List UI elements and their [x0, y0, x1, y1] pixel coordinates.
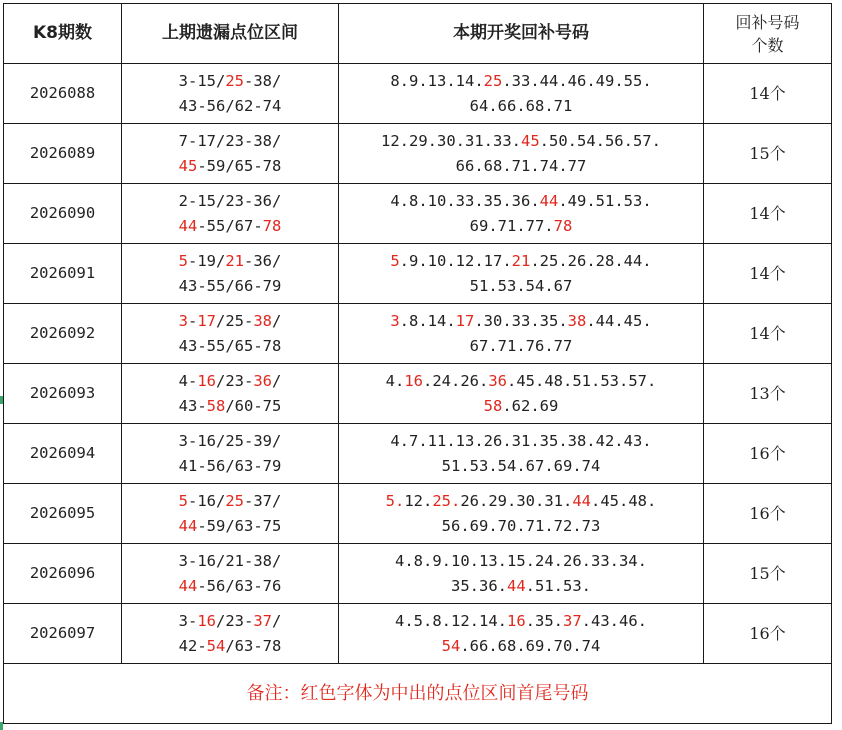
- text-segment: 4.8.9.10.13.15.24.26.33.34.: [395, 551, 647, 570]
- numbers-line: [339, 154, 703, 179]
- header-prev-ranges[interactable]: 上期遗漏点位区间: [122, 4, 339, 64]
- numbers-line: [339, 369, 703, 394]
- text-segment: 4.: [385, 371, 405, 390]
- text-segment: 42-: [178, 636, 207, 655]
- text-segment: -56/63-76: [197, 576, 282, 595]
- text-segment: 4.8.10.33.35.36.: [390, 191, 540, 210]
- highlighted-number: 37: [562, 611, 582, 630]
- ranges-cell[interactable]: [122, 124, 339, 184]
- text-segment: .25.26.28.44.: [530, 251, 652, 270]
- issue-cell[interactable]: 2026090: [4, 184, 122, 244]
- text-segment: /25-: [216, 311, 254, 330]
- sheet-edge-marker: [0, 722, 3, 730]
- numbers-line: [339, 129, 703, 154]
- text-segment: 4.5.8.12.14.: [395, 611, 507, 630]
- ranges-line: [122, 574, 338, 599]
- numbers-line: [339, 309, 703, 334]
- text-segment: 2-15/23-36/: [178, 191, 282, 210]
- issue-cell[interactable]: 2026089: [4, 124, 122, 184]
- highlighted-number: 58: [206, 396, 226, 415]
- ranges-line: [122, 334, 338, 359]
- count-cell[interactable]: 16个: [704, 604, 832, 664]
- highlighted-number: 44: [178, 216, 198, 235]
- issue-cell[interactable]: 2026095: [4, 484, 122, 544]
- highlighted-number: 25: [483, 71, 503, 90]
- numbers-line: [339, 549, 703, 574]
- highlighted-number: 25.: [432, 491, 461, 510]
- numbers-cell[interactable]: [339, 604, 704, 664]
- numbers-cell[interactable]: [339, 484, 704, 544]
- table-row: [4, 484, 832, 544]
- ranges-cell[interactable]: [122, 244, 339, 304]
- numbers-cell[interactable]: [339, 124, 704, 184]
- ranges-cell[interactable]: [122, 184, 339, 244]
- text-segment: 41-56/63-79: [178, 456, 282, 475]
- highlighted-number: 21: [511, 251, 531, 270]
- text-segment: 43-56/62-74: [178, 96, 282, 115]
- text-segment: .9.10.12.17.: [399, 251, 512, 270]
- highlighted-number: 78: [262, 216, 282, 235]
- text-segment: .45.48.51.53.57.: [507, 371, 657, 390]
- count-cell[interactable]: 14个: [704, 184, 832, 244]
- numbers-cell[interactable]: [339, 424, 704, 484]
- highlighted-number: 36: [253, 371, 272, 390]
- text-segment: 35.36.: [451, 576, 507, 595]
- highlighted-number: 38: [253, 311, 272, 330]
- highlighted-number: 44: [507, 576, 526, 595]
- ranges-cell[interactable]: [122, 304, 339, 364]
- numbers-cell[interactable]: [339, 364, 704, 424]
- text-segment: 3-16/25-39/: [178, 431, 282, 450]
- highlighted-number: 45: [520, 131, 540, 150]
- footnote-row: [4, 664, 832, 724]
- ranges-line: [122, 549, 338, 574]
- count-cell[interactable]: 15个: [704, 124, 832, 184]
- highlighted-number: 5: [178, 491, 188, 510]
- issue-cell[interactable]: 2026091: [4, 244, 122, 304]
- header-issue[interactable]: K8期数: [4, 4, 122, 64]
- ranges-line: [122, 94, 338, 119]
- issue-cell[interactable]: 2026092: [4, 304, 122, 364]
- highlighted-number: 44: [539, 191, 559, 210]
- count-cell[interactable]: 14个: [704, 244, 832, 304]
- table-row: [4, 304, 832, 364]
- count-cell[interactable]: 16个: [704, 424, 832, 484]
- highlighted-number: 37: [253, 611, 272, 630]
- table-row: [4, 244, 832, 304]
- highlighted-number: 44: [572, 491, 591, 510]
- table-row: [4, 424, 832, 484]
- numbers-line: [339, 274, 703, 299]
- text-segment: .33.44.46.49.55.: [502, 71, 652, 90]
- text-segment: 12.: [404, 491, 433, 510]
- text-segment: .66.68.69.70.74: [460, 636, 601, 655]
- ranges-line: [122, 274, 338, 299]
- issue-cell[interactable]: 2026093: [4, 364, 122, 424]
- ranges-cell[interactable]: [122, 364, 339, 424]
- table-row: [4, 64, 832, 124]
- highlighted-number: 25: [225, 71, 244, 90]
- numbers-line: [339, 514, 703, 539]
- text-segment: /63-78: [225, 636, 282, 655]
- numbers-cell[interactable]: [339, 304, 704, 364]
- table-row: [4, 124, 832, 184]
- numbers-line: [339, 574, 703, 599]
- text-segment: 56.69.70.71.72.73: [441, 516, 601, 535]
- text-segment: .62.69: [502, 396, 559, 415]
- ranges-line: [122, 249, 338, 274]
- highlighted-number: 45: [178, 156, 198, 175]
- text-segment: .24.26.: [423, 371, 489, 390]
- table-row: [4, 184, 832, 244]
- count-cell[interactable]: 15个: [704, 544, 832, 604]
- count-cell[interactable]: 14个: [704, 64, 832, 124]
- highlighted-number: 58: [483, 396, 503, 415]
- numbers-line: [339, 249, 703, 274]
- text-segment: 43-55/66-79: [178, 276, 282, 295]
- header-count-line1: 回补号码: [735, 12, 800, 32]
- numbers-line: [339, 394, 703, 419]
- text-segment: 26.29.30.31.: [460, 491, 573, 510]
- text-segment: 3-16/21-38/: [178, 551, 282, 570]
- count-cell[interactable]: 16个: [704, 484, 832, 544]
- issue-cell[interactable]: 2026096: [4, 544, 122, 604]
- text-segment: -37/: [244, 491, 282, 510]
- numbers-line: [339, 429, 703, 454]
- table-row: [4, 364, 832, 424]
- table-row: [4, 604, 832, 664]
- ranges-cell[interactable]: [122, 64, 339, 124]
- highlighted-number: 16: [506, 611, 526, 630]
- ranges-line: [122, 189, 338, 214]
- header-count-line2: 个数: [751, 35, 784, 55]
- text-segment: /: [272, 311, 282, 330]
- ranges-line: [122, 514, 338, 539]
- numbers-cell[interactable]: [339, 64, 704, 124]
- text-segment: 7-17/23-38/: [178, 131, 282, 150]
- highlighted-number: 3: [390, 311, 400, 330]
- ranges-line: [122, 214, 338, 239]
- numbers-cell[interactable]: [339, 184, 704, 244]
- numbers-cell[interactable]: [339, 544, 704, 604]
- ranges-line: [122, 489, 338, 514]
- text-segment: -59/65-78: [197, 156, 282, 175]
- numbers-cell[interactable]: [339, 244, 704, 304]
- lottery-table: [3, 3, 832, 724]
- text-segment: /: [272, 611, 282, 630]
- text-segment: -: [187, 311, 198, 330]
- text-segment: 3-: [178, 611, 198, 630]
- highlighted-number: 54: [441, 636, 461, 655]
- highlighted-number: 16: [197, 611, 216, 630]
- numbers-line: [339, 69, 703, 94]
- numbers-line: [339, 214, 703, 239]
- highlighted-number: 17: [455, 311, 475, 330]
- text-segment: .30.33.35.: [474, 311, 568, 330]
- header-draw-numbers[interactable]: 本期开奖回补号码: [339, 4, 704, 64]
- count-cell[interactable]: 14个: [704, 304, 832, 364]
- highlighted-number: 44: [178, 516, 198, 535]
- highlighted-number: 5: [178, 251, 188, 270]
- ranges-cell[interactable]: [122, 544, 339, 604]
- text-segment: 8.9.13.14.: [390, 71, 484, 90]
- text-segment: .49.51.53.: [558, 191, 652, 210]
- numbers-line: [339, 334, 703, 359]
- ranges-cell[interactable]: [122, 424, 339, 484]
- ranges-line: [122, 154, 338, 179]
- ranges-cell[interactable]: [122, 604, 339, 664]
- highlighted-number: 38: [567, 311, 587, 330]
- sheet-edge-marker: [0, 396, 3, 404]
- highlighted-number: 78: [553, 216, 573, 235]
- highlighted-number: 25: [225, 491, 244, 510]
- numbers-line: [339, 634, 703, 659]
- text-segment: 66.68.71.74.77: [455, 156, 587, 175]
- highlighted-number: 5: [390, 251, 400, 270]
- header-row: [4, 4, 832, 64]
- numbers-line: [339, 454, 703, 479]
- text-segment: 3-15/: [178, 71, 226, 90]
- ranges-line: [122, 454, 338, 479]
- highlighted-number: 36: [488, 371, 508, 390]
- text-segment: .8.14.: [399, 311, 456, 330]
- text-segment: -16/: [188, 491, 226, 510]
- table-row: [4, 544, 832, 604]
- text-segment: -55/67-: [197, 216, 263, 235]
- highlighted-number: 17: [197, 311, 216, 330]
- ranges-line: [122, 69, 338, 94]
- text-segment: .44.45.: [586, 311, 652, 330]
- text-segment: .35.: [525, 611, 563, 630]
- text-segment: 51.53.54.67.69.74: [441, 456, 601, 475]
- text-segment: -36/: [244, 251, 282, 270]
- highlighted-number: 16: [197, 371, 216, 390]
- text-segment: .45.48.: [591, 491, 657, 510]
- numbers-line: [339, 189, 703, 214]
- ranges-line: [122, 634, 338, 659]
- count-cell[interactable]: 13个: [704, 364, 832, 424]
- issue-cell[interactable]: 2026097: [4, 604, 122, 664]
- text-segment: .51.53.: [525, 576, 591, 595]
- ranges-line: [122, 609, 338, 634]
- highlighted-number: 21: [225, 251, 244, 270]
- text-segment: /23-: [216, 371, 254, 390]
- highlighted-number: 16: [404, 371, 424, 390]
- text-segment: 64.66.68.71: [469, 96, 573, 115]
- numbers-line: [339, 609, 703, 634]
- ranges-line: [122, 429, 338, 454]
- text-segment: -38/: [244, 71, 282, 90]
- text-segment: -59/63-75: [197, 516, 282, 535]
- issue-cell[interactable]: 2026094: [4, 424, 122, 484]
- text-segment: 43-55/65-78: [178, 336, 282, 355]
- ranges-line: [122, 369, 338, 394]
- text-segment: 4-: [178, 371, 198, 390]
- highlighted-number: 54: [206, 636, 226, 655]
- highlighted-number: 44: [178, 576, 198, 595]
- text-segment: 69.71.77.: [469, 216, 554, 235]
- ranges-cell[interactable]: [122, 484, 339, 544]
- highlighted-number: 5.: [385, 491, 405, 510]
- ranges-line: [122, 394, 338, 419]
- numbers-line: [339, 489, 703, 514]
- text-segment: 4.7.11.13.26.31.35.38.42.43.: [390, 431, 652, 450]
- text-segment: /: [272, 371, 282, 390]
- issue-cell[interactable]: 2026088: [4, 64, 122, 124]
- text-segment: 51.53.54.67: [469, 276, 573, 295]
- text-segment: -19/: [188, 251, 226, 270]
- text-segment: 67.71.76.77: [469, 336, 573, 355]
- text-segment: /60-75: [225, 396, 282, 415]
- text-segment: /23-: [216, 611, 254, 630]
- ranges-line: [122, 309, 338, 334]
- text-segment: 12.29.30.31.33.: [381, 131, 521, 150]
- header-count[interactable]: [704, 4, 832, 64]
- text-segment: .43.46.: [581, 611, 647, 630]
- text-segment: 43-: [178, 396, 207, 415]
- text-segment: .50.54.56.57.: [539, 131, 661, 150]
- numbers-line: [339, 94, 703, 119]
- ranges-line: [122, 129, 338, 154]
- highlighted-number: 3: [178, 311, 188, 330]
- footnote-cell[interactable]: 备注：红色字体为中出的点位区间首尾号码: [4, 664, 832, 724]
